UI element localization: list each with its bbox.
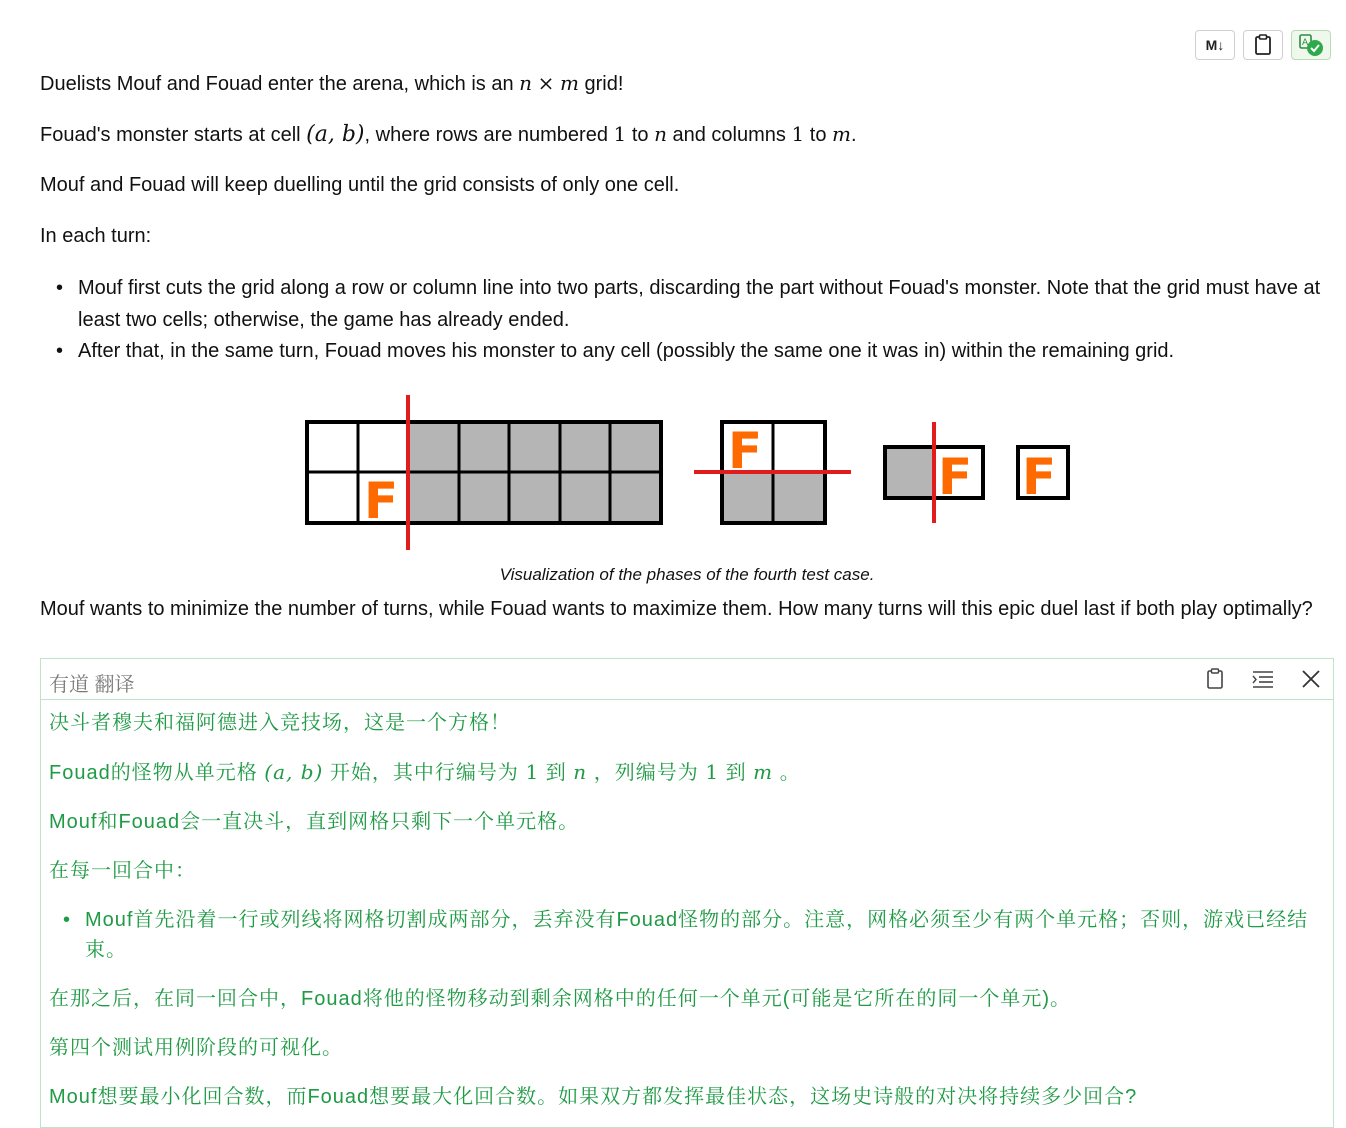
- text: .: [850, 124, 857, 146]
- question-text: Mouf wants to minimize the number of turns, while Fouad wants to maximize them. How many turns will this epic duel last if both play optimally?: [40, 598, 1313, 620]
- text: Fouad's monster starts at cell: [40, 124, 307, 146]
- markdown-button[interactable]: [1195, 30, 1235, 60]
- clipboard-icon: [1254, 34, 1272, 56]
- math-1: 1: [613, 122, 627, 146]
- math-m: m: [832, 122, 851, 146]
- markdown-icon: M↓: [1205, 37, 1225, 53]
- phase-4-grid: [1018, 447, 1068, 506]
- translate-done-button[interactable]: [1291, 30, 1331, 60]
- translate-check-icon: [1297, 32, 1325, 58]
- math-times: ×: [537, 71, 555, 95]
- text: 。: [773, 762, 801, 784]
- monster-f: F: [1022, 448, 1057, 506]
- text: 到: [539, 762, 574, 784]
- statement-p4: In each turn:: [40, 225, 152, 247]
- math-n: n: [654, 122, 667, 146]
- phase-1-grid: [307, 395, 661, 550]
- translation-p7: Mouf想要最小化回合数，而Fouad想要最大化回合数。如果双方都发挥最佳状态，这场史诗般的对决将持续多少回合?: [49, 1086, 1138, 1108]
- text: to: [804, 124, 832, 146]
- copy-button[interactable]: [1243, 30, 1283, 60]
- close-button[interactable]: [1299, 667, 1323, 691]
- translation-panel: [40, 658, 1334, 1128]
- math-1: 1: [525, 760, 540, 784]
- phase-2-grid: [694, 422, 851, 523]
- indent-lines-icon: [1252, 670, 1274, 688]
- text: to: [626, 124, 655, 146]
- translation-body: [41, 700, 1333, 1112]
- monster-f: F: [728, 422, 763, 480]
- text: Fouad的怪物从单元格: [49, 762, 265, 784]
- top-toolbar: [1195, 30, 1331, 60]
- phases-figure: [300, 390, 1080, 555]
- phase-3-grid: [885, 422, 983, 523]
- translation-p4: 在每一回合中：: [49, 860, 196, 882]
- copy-translation-button[interactable]: [1203, 667, 1227, 691]
- clipboard-icon: [1206, 668, 1224, 690]
- math-m: m: [753, 760, 774, 784]
- translation-header: [41, 659, 1333, 700]
- translation-p5: 在那之后，在同一回合中，Fouad将他的怪物移动到剩余网格中的任何一个单元(可能是它所在的同一个单元)。: [49, 988, 1072, 1010]
- svg-text:A: A: [1302, 38, 1309, 48]
- translation-p2: [49, 757, 1325, 788]
- text: ，列编号为: [587, 762, 706, 784]
- text: Duelists Mouf and Fouad enter the arena, which is an: [40, 73, 520, 95]
- statement-p3: Mouf and Fouad will keep duelling until the grid consists of only one cell.: [40, 174, 680, 196]
- text: 到: [719, 762, 754, 784]
- math-n: n: [519, 71, 533, 95]
- figure-caption: Visualization of the phases of the fourth test case.: [499, 565, 875, 584]
- monster-f: F: [364, 472, 399, 530]
- close-icon: [1301, 669, 1321, 689]
- translation-p6: 第四个测试用例阶段的可视化。: [49, 1037, 343, 1059]
- bullet-item: • Mouf first cuts the grid along a row or column line into two parts, discarding the part without Fouad's monster. Note that the grid must have at least two cells; otherwise, the game has already ended.: [40, 272, 1335, 336]
- statement-p1: [40, 68, 1335, 99]
- math-cell: (a, b): [306, 122, 365, 147]
- translation-p1: 决斗者穆夫和福阿德进入竞技场，这是一个方格！: [49, 712, 511, 734]
- math-n: n: [573, 760, 588, 784]
- format-button[interactable]: [1251, 667, 1275, 691]
- monster-f: F: [938, 448, 973, 506]
- text: 开始，其中行编号为: [323, 762, 526, 784]
- translation-bullet: • Mouf首先沿着一行或列线将网格切割成两部分，丢弃没有Fouad怪物的部分。注意，网格必须至少有两个单元格；否则，游戏已经结束。: [49, 905, 1325, 965]
- bullet-item: • After that, in the same turn, Fouad moves his monster to any cell (possibly the same one it was in) within the remaining grid.: [40, 336, 1335, 366]
- math-m: m: [559, 71, 579, 95]
- problem-statement: [40, 68, 1335, 366]
- math-cell: (a, b): [264, 760, 324, 784]
- translation-p3: Mouf和Fouad会一直决斗，直到网格只剩下一个单元格。: [49, 811, 580, 833]
- text: and columns: [666, 124, 792, 146]
- math-1: 1: [791, 122, 805, 146]
- text: , where rows are numbered: [364, 124, 614, 146]
- translation-title: 有道 翻译: [49, 674, 135, 696]
- translation-actions: [1203, 667, 1323, 691]
- statement-p2: [40, 119, 1335, 150]
- text: grid!: [578, 73, 624, 95]
- math-1: 1: [705, 760, 720, 784]
